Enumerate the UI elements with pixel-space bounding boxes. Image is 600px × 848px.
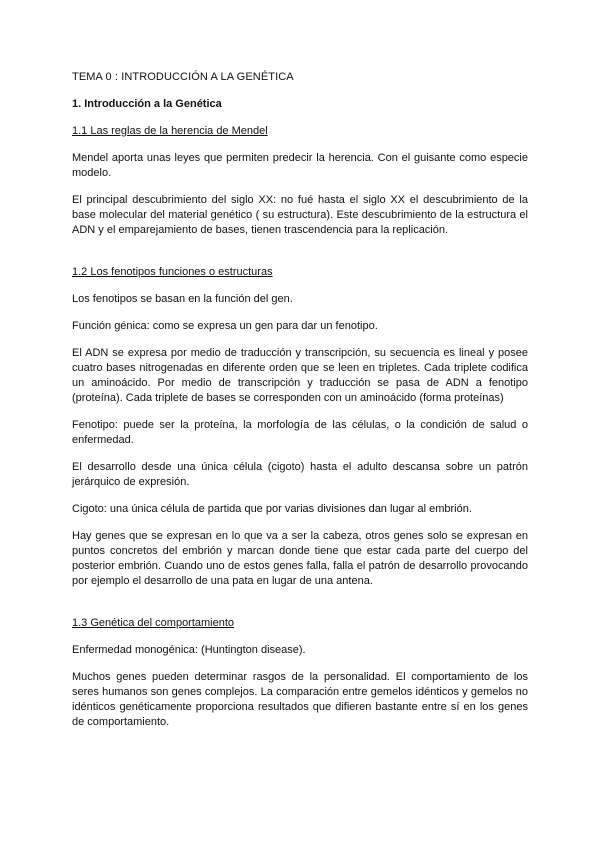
section-1-2-paragraph-6: Cigoto: una única célula de partida que por varias divisiones dan lugar al embrión. xyxy=(72,503,472,515)
section-spacer xyxy=(72,601,528,616)
section-1-1-paragraph-1: Mendel aporta unas leyes que permiten predecir la herencia. Con el guisante como especie modelo. xyxy=(72,152,528,179)
section-1-1-heading: 1.1 Las reglas de la herencia de Mendel xyxy=(72,125,268,137)
section-1-2-paragraph-1: Los fenotipos se basan en la función del gen. xyxy=(72,293,293,305)
section-1-3-paragraph-1: Enfermedad monogénica: (Huntington disease). xyxy=(72,644,306,656)
section-1-1-paragraph-2: El principal descubrimiento del siglo XX: no fué hasta el siglo XX el descubrimiento de la base molecular del material genético ( su estructura). Este descubrimiento de la estructura el ADN y el emparejamiento de bases, tienen trascendencia para la replicación. xyxy=(72,194,528,236)
section-1-2-heading: 1.2 Los fenotipos funciones o estructuras xyxy=(72,266,273,278)
section-1-2-paragraph-7: Hay genes que se expresan en lo que va a ser la cabeza, otros genes solo se expresan en puntos concretos del embrión y marcan donde tiene que estar cada parte del cuerpo del posterior embrión. Cuando uno de estos genes falla, falla el patrón de desarrollo provocando por ejemplo el desarrollo de una pata en lugar de una antena. xyxy=(72,530,528,587)
document-page xyxy=(72,70,528,742)
section-1-3-heading: 1.3 Genética del comportamiento xyxy=(72,617,235,629)
section-1-2-paragraph-3: El ADN se expresa por medio de traducción y transcripción, su secuencia es lineal y posee cuatro bases nitrogenadas en diferente orden que se leen en tripletes. Cada triplete codifica un aminoácido. Por medio de transcripción y traducción se pasa de ADN a fenotipo (proteína). Cada triplete de bases se corresponden con un aminoácido (forma proteínas) xyxy=(72,347,528,404)
section-1-2-paragraph-5: El desarrollo desde una única célula (cigoto) hasta el adulto descansa sobre un patrón jerárquico de expresión. xyxy=(72,461,528,488)
section-1-2-paragraph-4: Fenotipo: puede ser la proteína, la morfología de las células, o la condición de salud o enfermedad. xyxy=(72,419,528,446)
section-1-2-paragraph-2: Función génica: como se expresa un gen para dar un fenotipo. xyxy=(72,320,378,332)
section-1-heading: 1. Introducción a la Genética xyxy=(72,98,222,110)
section-spacer xyxy=(72,250,528,265)
section-1-3-paragraph-2: Muchos genes pueden determinar rasgos de la personalidad. El comportamiento de los seres humanos son genes complejos. La comparación entre gemelos idénticos y gemelos no idénticos genéticamente proporciona resultados que difieren bastante entre sí en los genes de comportamiento. xyxy=(72,671,528,728)
document-title: TEMA 0 : INTRODUCCIÓN A LA GENÉTICA xyxy=(72,71,294,83)
